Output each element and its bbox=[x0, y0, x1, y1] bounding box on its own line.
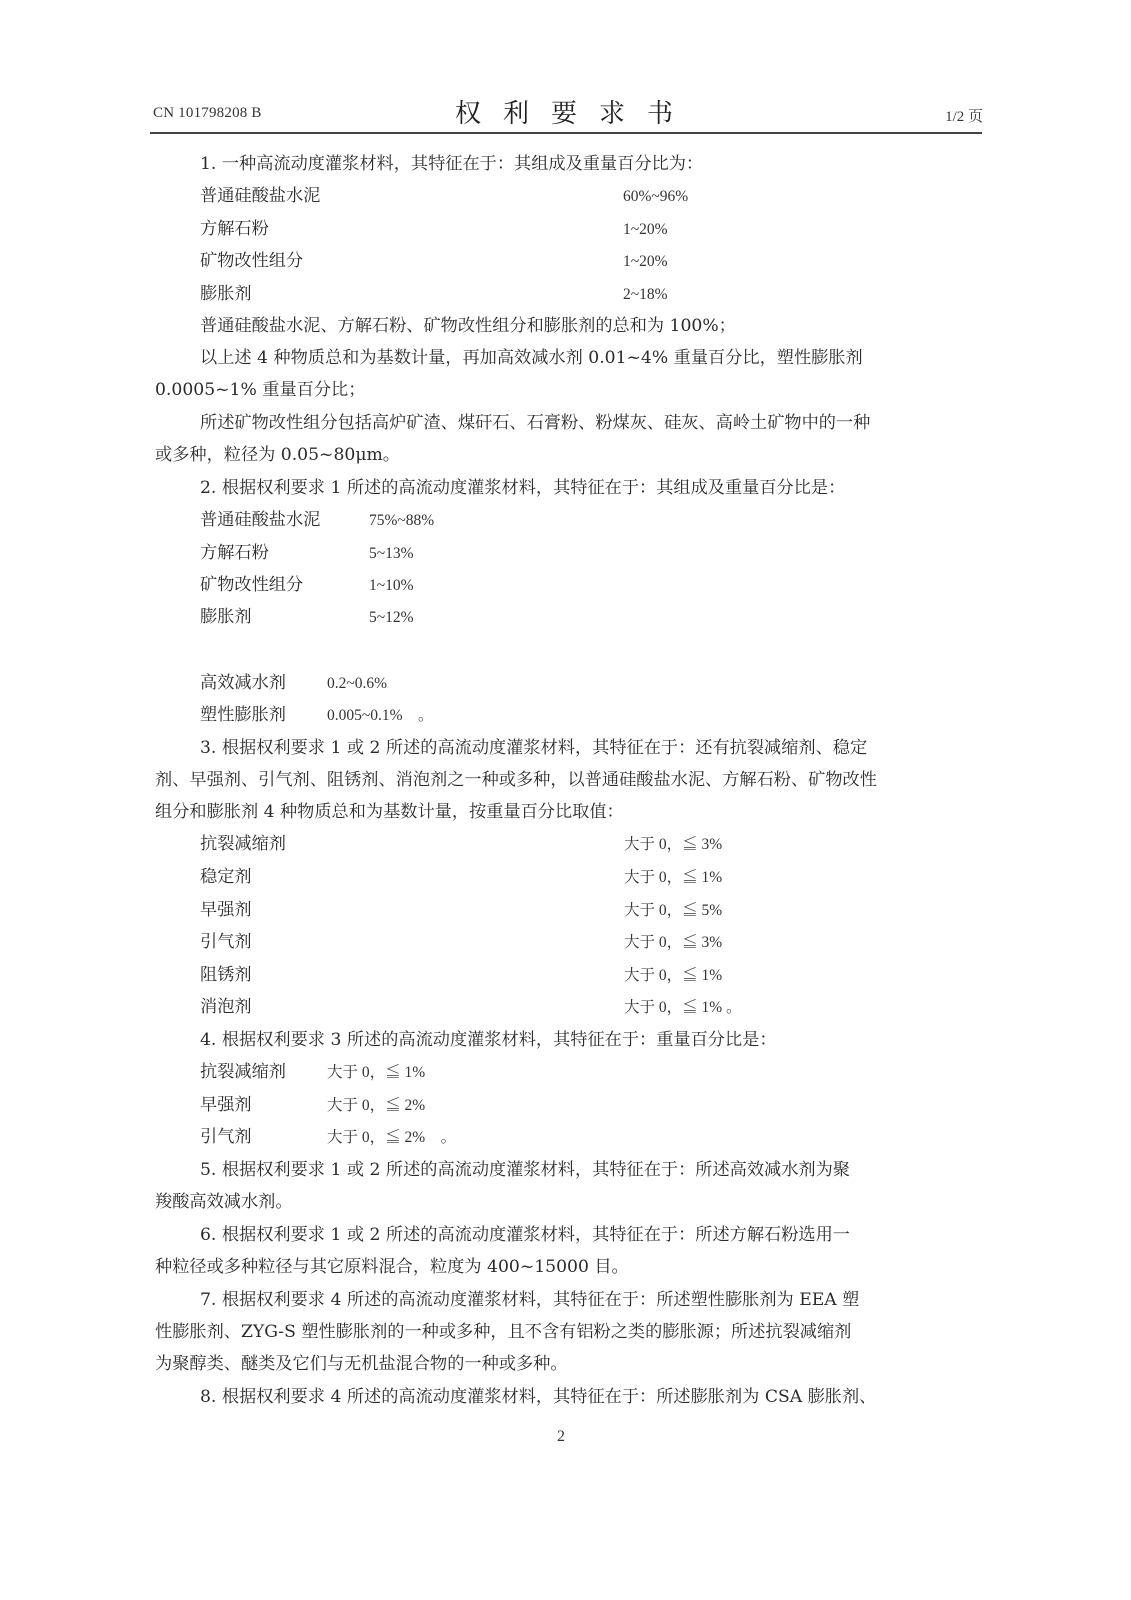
claim-3-component-name: 消泡剂 bbox=[200, 997, 252, 1017]
claim-1-component-value: 1~20% bbox=[623, 253, 668, 270]
claim-1-mineral-text: 所述矿物改性组分包括高炉矿渣、煤矸石、石膏粉、粉煤灰、硅灰、高岭土矿物中的一种 bbox=[200, 413, 871, 433]
claim-3-text: 3. 根据权利要求 1 或 2 所述的高流动度灌浆材料，其特征在于：还有抗裂减缩剂、稳定 bbox=[200, 738, 868, 758]
claim-3-component-value: 大于 0，≦ 1% 。 bbox=[624, 999, 742, 1016]
claim-5-text: 5. 根据权利要求 1 或 2 所述的高流动度灌浆材料，其特征在于：所述高效减水剂为聚 bbox=[200, 1160, 850, 1180]
claim-2-intro: 2. 根据权利要求 1 所述的高流动度灌浆材料，其特征在于：其组成及重量百分比是： bbox=[200, 478, 846, 498]
claim-1-component-value: 1~20% bbox=[623, 221, 668, 238]
claim-3-component-name: 阻锈剂 bbox=[200, 965, 252, 985]
claim-2-additive-name: 高效减水剂 bbox=[200, 673, 286, 693]
claim-3-component-name: 早强剂 bbox=[200, 900, 252, 920]
claim-4-component-value: 大于 0，≦ 2% 。 bbox=[327, 1129, 457, 1146]
claim-4-component-name: 抗裂减缩剂 bbox=[200, 1062, 286, 1082]
claim-2-additive-name: 塑性膨胀剂 bbox=[200, 705, 286, 725]
claim-6-text-cont: 种粒径或多种粒径与其它原料混合，粒度为 400~15000 目。 bbox=[155, 1257, 629, 1277]
claim-1-mineral-text-cont: 或多种，粒径为 0.05~80μm。 bbox=[155, 445, 400, 465]
claim-7-text-cont: 性膨胀剂、ZYG-S 塑性膨胀剂的一种或多种，且不含有铝粉之类的膨胀源；所述抗裂减缩剂 bbox=[155, 1322, 852, 1342]
claim-3-component-name: 稳定剂 bbox=[200, 867, 252, 887]
claim-1-intro: 1. 一种高流动度灌浆材料，其特征在于：其组成及重量百分比为： bbox=[200, 154, 704, 174]
claim-1-component-value: 2~18% bbox=[623, 286, 668, 303]
claim-3-component-value: 大于 0，≦ 1% bbox=[624, 869, 723, 886]
claim-4-component-value: 大于 0，≦ 1% bbox=[327, 1064, 426, 1081]
claim-4-component-value: 大于 0，≦ 2% bbox=[327, 1097, 426, 1114]
claim-7-text-cont: 为聚醇类、醚类及它们与无机盐混合物的一种或多种。 bbox=[155, 1354, 568, 1374]
page-title: 权利要求书 bbox=[455, 99, 696, 129]
claim-2-component-name: 方解石粉 bbox=[200, 543, 269, 563]
page-indicator: 1/2 页 bbox=[945, 109, 983, 125]
claim-1-component-name: 矿物改性组分 bbox=[200, 251, 304, 271]
claim-3-component-name: 抗裂减缩剂 bbox=[200, 834, 286, 854]
claim-4-component-name: 引气剂 bbox=[200, 1127, 252, 1147]
claim-3-component-name: 引气剂 bbox=[200, 932, 252, 952]
claim-2-component-value: 5~13% bbox=[369, 545, 414, 562]
claim-4-component-name: 早强剂 bbox=[200, 1095, 252, 1115]
claim-6-text: 6. 根据权利要求 1 或 2 所述的高流动度灌浆材料，其特征在于：所述方解石粉选用一 bbox=[200, 1225, 850, 1245]
claim-1-component-name: 普通硅酸盐水泥 bbox=[200, 186, 321, 206]
claim-2-component-value: 1~10% bbox=[369, 577, 414, 594]
claim-3-component-value: 大于 0，≦ 1% bbox=[624, 967, 723, 984]
claim-2-component-value: 5~12% bbox=[369, 609, 414, 626]
header-divider bbox=[150, 132, 982, 134]
claim-3-component-value: 大于 0，≦ 3% bbox=[624, 934, 723, 951]
claim-1-additive-text-cont: 0.0005~1% 重量百分比； bbox=[155, 380, 366, 400]
claim-3-component-value: 大于 0，≦ 3% bbox=[624, 836, 723, 853]
claim-3-text-cont: 剂、早强剂、引气剂、阻锈剂、消泡剂之一种或多种，以普通硅酸盐水泥、方解石粉、矿物改性 bbox=[155, 770, 877, 790]
claim-2-additive-value: 0.005~0.1% 。 bbox=[327, 707, 434, 724]
claim-1-component-name: 膨胀剂 bbox=[200, 284, 252, 304]
claim-8-text: 8. 根据权利要求 4 所述的高流动度灌浆材料，其特征在于：所述膨胀剂为 CSA 膨胀剂、 bbox=[200, 1387, 877, 1407]
claim-4-intro: 4. 根据权利要求 3 所述的高流动度灌浆材料，其特征在于：重量百分比是： bbox=[200, 1030, 777, 1050]
claim-1-additive-text: 以上述 4 种物质总和为基数计量，再加高效减水剂 0.01~4% 重量百分比，塑性膨胀剂 bbox=[200, 348, 863, 368]
claim-1-component-name: 方解石粉 bbox=[200, 219, 269, 239]
claim-2-component-name: 膨胀剂 bbox=[200, 607, 252, 627]
patent-number: CN 101798208 B bbox=[153, 105, 262, 121]
claim-3-text-cont: 组分和膨胀剂 4 种物质总和为基数计量，按重量百分比取值： bbox=[155, 802, 624, 822]
claim-2-component-name: 普通硅酸盐水泥 bbox=[200, 510, 321, 530]
claim-1-sum-note: 普通硅酸盐水泥、方解石粉、矿物改性组分和膨胀剂的总和为 100%； bbox=[200, 316, 736, 336]
claim-2-component-value: 75%~88% bbox=[369, 512, 435, 529]
page-number: 2 bbox=[557, 1428, 565, 1445]
claim-5-text-cont: 羧酸高效减水剂。 bbox=[155, 1192, 293, 1212]
claim-2-component-name: 矿物改性组分 bbox=[200, 575, 304, 595]
claim-3-component-value: 大于 0，≦ 5% bbox=[624, 902, 723, 919]
claim-1-component-value: 60%~96% bbox=[623, 188, 689, 205]
claim-7-text: 7. 根据权利要求 4 所述的高流动度灌浆材料，其特征在于：所述塑性膨胀剂为 EEA 塑 bbox=[200, 1290, 860, 1310]
claim-2-additive-value: 0.2~0.6% bbox=[327, 675, 388, 692]
